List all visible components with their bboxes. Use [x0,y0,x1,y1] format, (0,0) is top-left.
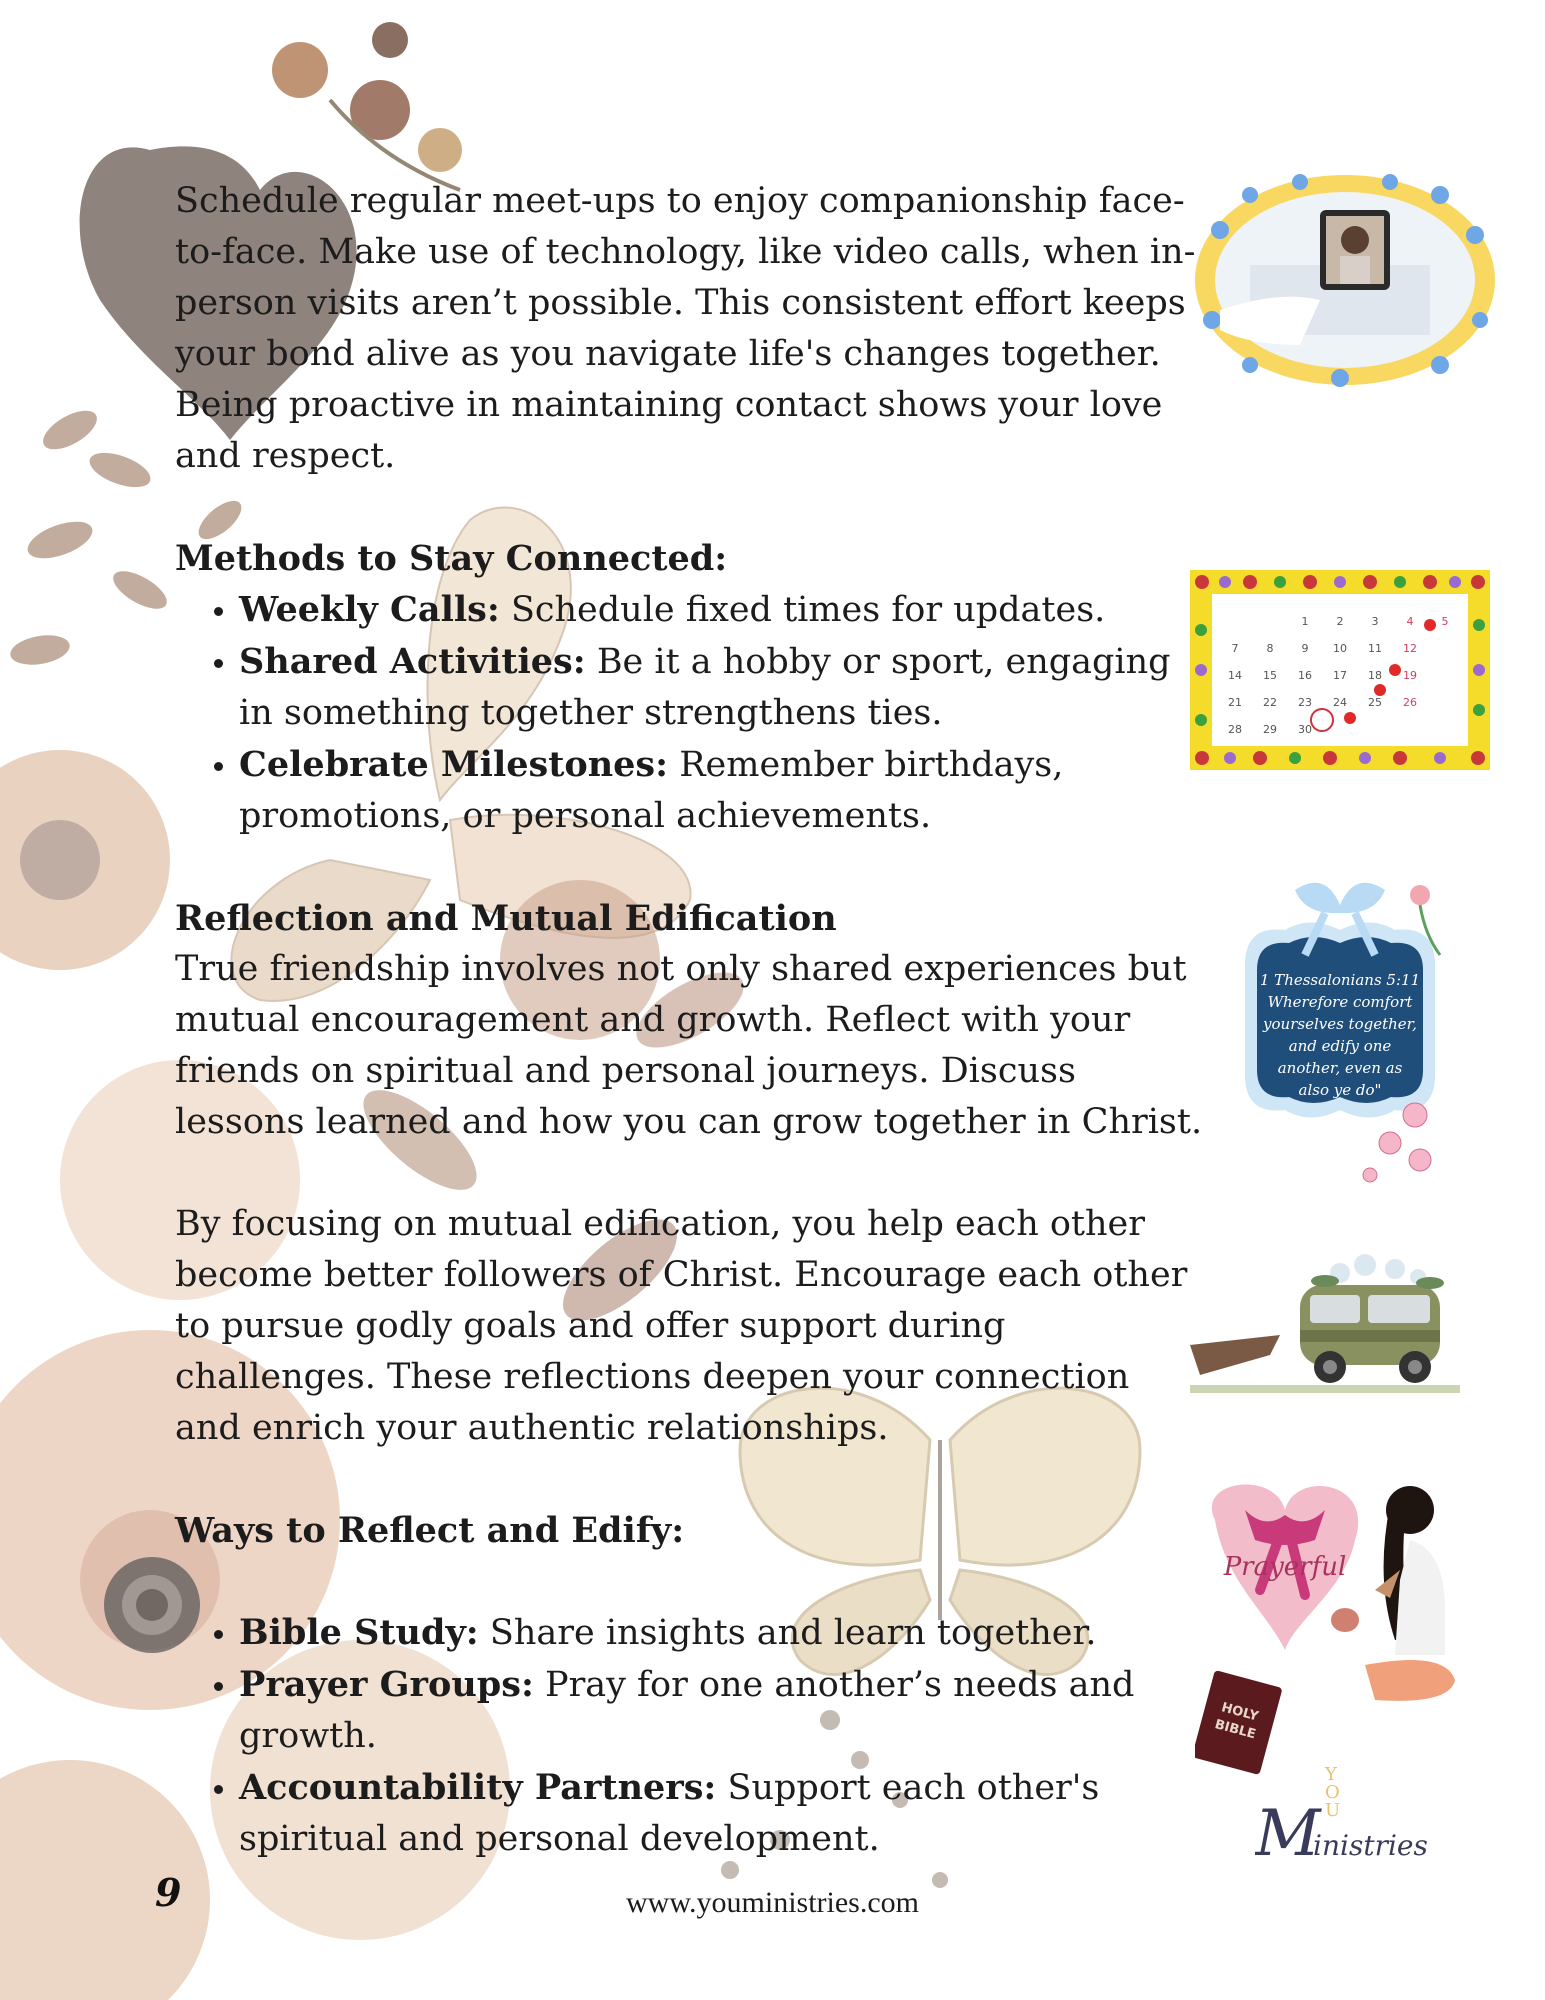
ways-heading: Ways to Reflect and Edify: [175,1510,685,1551]
page-content [175,176,1205,1865]
calendar-day: 14 [1228,669,1242,682]
page-number: 9 [155,1870,182,1915]
calendar-day: 18 [1368,669,1382,682]
verse-line: 1 Thessalonians 5:11 [1259,971,1421,989]
calendar-day: 16 [1298,669,1312,682]
methods-heading: Methods to Stay Connected: [175,538,728,579]
calendar-day: 23 [1298,696,1312,709]
reflection-paragraph-1: True friendship involves not only shared experiences but mutual encouragement and growth. Reflect with your friends on spiritual and personal journeys. Discuss lessons learned and how you can grow together in Christ. [175,949,1203,1142]
calendar-day: 3 [1371,615,1379,628]
svg-text:U: U [1325,1800,1341,1821]
calendar-day: 17 [1333,669,1347,682]
calendar-day: 8 [1266,642,1274,655]
prayer-illustration [1195,1480,1475,1780]
calendar-day: 15 [1263,669,1277,682]
svg-text:M: M [1255,1797,1321,1871]
calendar-day: 22 [1263,696,1277,709]
list-item: • Celebrate Milestones: Remember birthdays, promotions, or personal achievements. [239,739,1205,842]
svg-text:Y: Y [1325,1764,1337,1785]
reflection-paragraph-2: By focusing on mutual edification, you help each other become better followers of Christ. Encourage each other to pursue godly goals and offer support during challenges. These reflections deepen your connection and enrich your authentic relationships. [175,1204,1188,1448]
calendar-day: 4 [1406,615,1414,628]
verse-line: yourselves together, [1263,1015,1417,1033]
bible-label-1: HOLY [1219,1700,1260,1725]
top-flowers [272,22,462,190]
intro-paragraph: Schedule regular meet-ups to enjoy companionship face-to-face. Make use of technology, like video calls, when in-person visits aren’t possible. This consistent effort keeps your bond alive as you navigate life's changes together. Being proactive in maintaining contact shows your love and respect. [175,181,1196,476]
list-item: • Bible Study: Share insights and learn together. [239,1607,1205,1659]
calendar-day: 2 [1336,615,1344,628]
verse-plaque [1225,875,1455,1185]
bible-label-2: BIBLE [1213,1717,1258,1743]
prayerful-label: Prayerful [1223,1552,1347,1582]
you-ministries-logo [1255,1760,1435,1880]
methods-list [175,584,1205,842]
list-item: • Prayer Groups: Pray for one another’s needs and growth. [239,1659,1205,1762]
svg-text:O: O [1325,1782,1340,1803]
verse-plaque-art [1225,875,1455,1185]
svg-text:inistries: inistries [1313,1829,1428,1862]
calendar-day: 5 [1441,615,1449,628]
calendar-day: 30 [1298,723,1312,736]
verse-line: also ye do" [1298,1081,1382,1099]
calendar-day: 10 [1333,642,1347,655]
reflection-heading: Reflection and Mutual Edification [175,898,837,939]
van-illustration [1190,1245,1460,1405]
calendar-day: 1 [1301,615,1309,628]
verse-line: and edify one [1288,1037,1392,1055]
calendar-day: 9 [1301,642,1309,655]
list-item: • Accountability Partners: Support each other's spiritual and personal development. [239,1762,1205,1865]
list-item: • Shared Activities: Be it a hobby or sport, engaging in something together strengthens ties. [239,636,1205,739]
calendar-day: 7 [1231,642,1239,655]
footer-url[interactable]: www.youministries.com [625,1886,920,1919]
calendar-day: 26 [1403,696,1417,709]
calendar-day: 11 [1368,642,1382,655]
calendar-illustration [1190,570,1490,770]
calendar-day: 29 [1263,723,1277,736]
calendar-day: 25 [1368,696,1382,709]
calendar-day: 24 [1333,696,1347,709]
list-item: • Weekly Calls: Schedule fixed times for updates. [239,584,1205,636]
calendar-day: 19 [1403,669,1417,682]
calendar-day: 21 [1228,696,1242,709]
video-call-illustration [1190,170,1500,390]
ways-list [175,1607,1205,1865]
calendar-day: 12 [1403,642,1417,655]
verse-line: another, even as [1277,1059,1403,1077]
calendar-day: 28 [1228,723,1242,736]
verse-line: Wherefore comfort [1267,993,1413,1011]
